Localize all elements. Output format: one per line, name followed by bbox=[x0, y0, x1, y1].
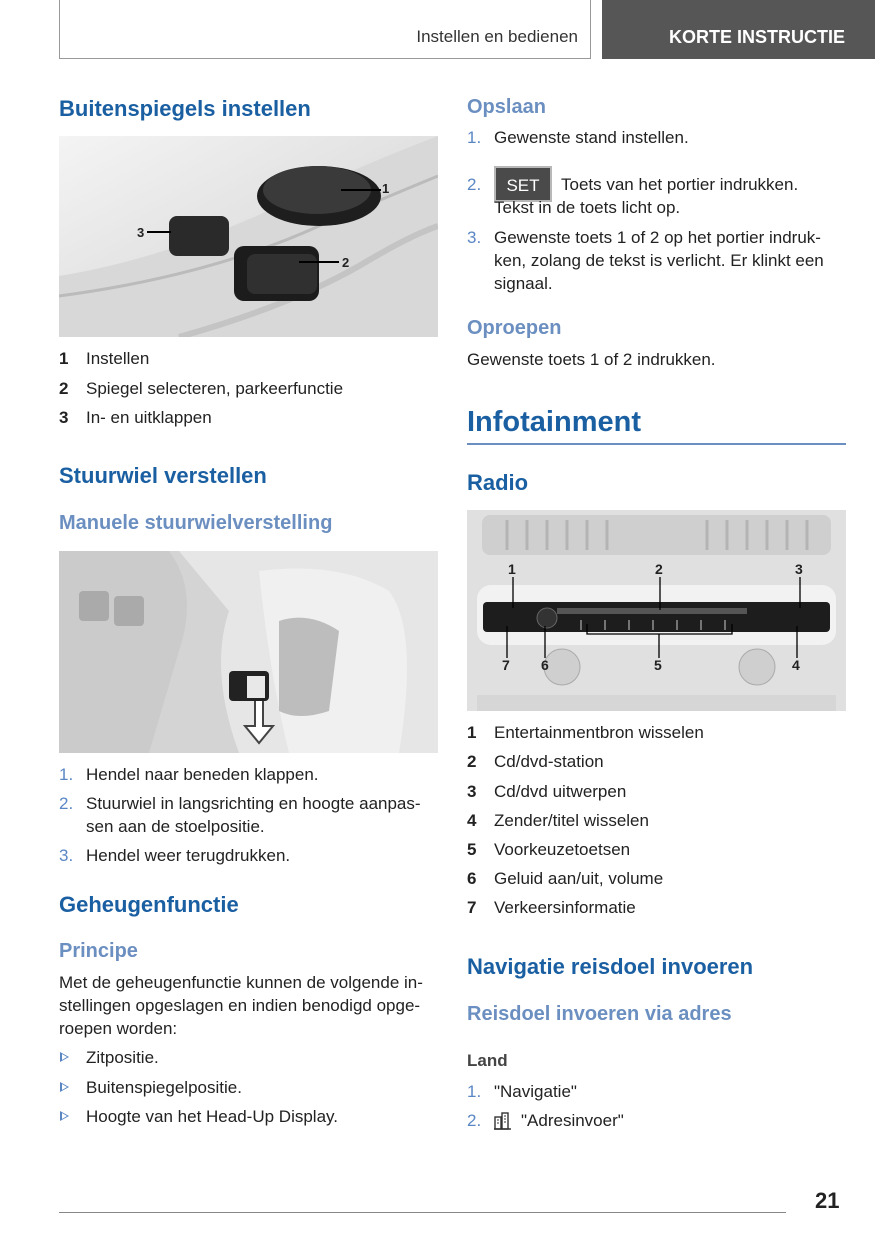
mirror-callout-2: 2 bbox=[342, 255, 350, 270]
navigation-land-heading: Land bbox=[467, 1051, 508, 1070]
radio-callout-1: 1 bbox=[508, 561, 516, 577]
navigation-heading: Navigatie reisdoel invoeren bbox=[467, 954, 754, 979]
header-section-box bbox=[59, 0, 591, 59]
footer-rule bbox=[59, 1212, 786, 1213]
infotainment-heading: Infotainment bbox=[467, 406, 641, 438]
header-tab bbox=[602, 0, 875, 59]
mirror-control-illustration bbox=[59, 136, 438, 337]
radio-callout-2: 2 bbox=[655, 561, 663, 577]
recall-heading: Oproepen bbox=[467, 317, 562, 339]
mirrors-heading: Buitenspiegels instellen bbox=[59, 96, 311, 121]
radio-heading: Radio bbox=[467, 470, 529, 495]
memory-subheading: Principe bbox=[59, 940, 138, 962]
memory-heading: Geheugenfunctie bbox=[59, 892, 239, 917]
mirror-callout-1: 1 bbox=[382, 181, 390, 196]
radio-callout-4: 4 bbox=[792, 657, 800, 673]
header-section-title: Instellen en bedienen bbox=[416, 27, 578, 46]
bullet-triangle-icon bbox=[60, 1111, 69, 1121]
header-tab-label: KORTE INSTRUCTIE bbox=[668, 27, 845, 47]
steering-heading: Stuurwiel verstellen bbox=[59, 463, 267, 488]
mirror-callout-3: 3 bbox=[137, 225, 145, 240]
recall-text: Gewenste toets 1 of 2 indrukken. bbox=[467, 350, 716, 369]
radio-panel-image bbox=[467, 510, 846, 711]
radio-panel-illustration bbox=[467, 510, 846, 711]
set-button-icon: SET bbox=[494, 166, 552, 202]
address-input-icon bbox=[494, 1111, 512, 1130]
steering-subheading: Manuele stuurwielverstelling bbox=[59, 512, 333, 534]
radio-callout-5: 5 bbox=[654, 657, 662, 673]
bullet-triangle-icon bbox=[60, 1082, 69, 1092]
memory-intro: Met de geheugenfunctie kunnen de volgende in- stellingen opgeslagen en indien benodigd opge- roepen worden: bbox=[59, 973, 423, 1038]
mirror-control-image bbox=[59, 136, 438, 337]
navigation-subheading: Reisdoel invoeren via adres bbox=[467, 1003, 732, 1025]
radio-callout-3: 3 bbox=[795, 561, 803, 577]
radio-callout-7: 7 bbox=[502, 657, 510, 673]
steering-lever-image bbox=[59, 551, 438, 753]
steering-lever-illustration bbox=[59, 551, 438, 753]
section-divider bbox=[467, 443, 846, 445]
save-heading: Opslaan bbox=[467, 96, 546, 118]
page-number: 21 bbox=[815, 1188, 840, 1213]
bullet-triangle-icon bbox=[60, 1052, 69, 1062]
radio-callout-6: 6 bbox=[541, 657, 549, 673]
